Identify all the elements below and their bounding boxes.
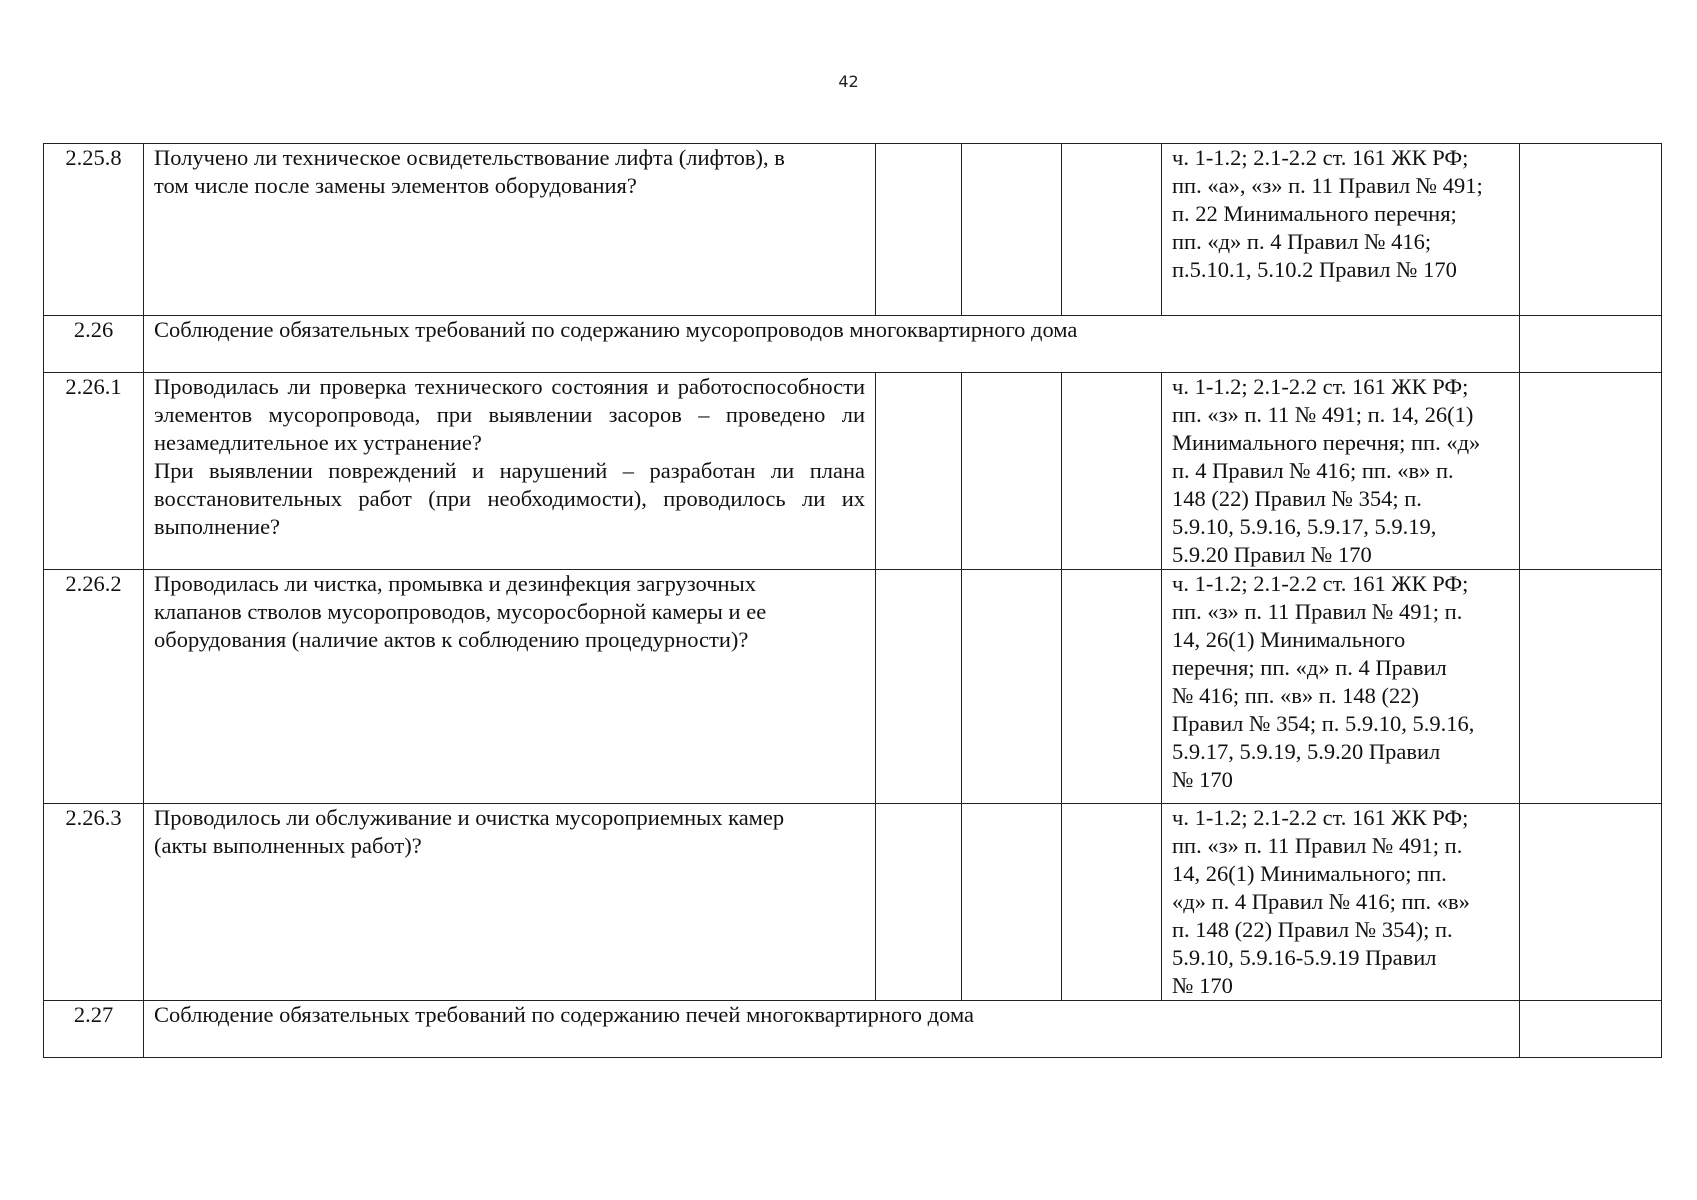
notes-cell[interactable] (1520, 144, 1662, 316)
answer-no-cell[interactable] (962, 804, 1062, 1001)
question-cell: Проводилось ли обслуживание и очистка мусороприемных камер (акты выполненных работ)? (144, 804, 876, 1001)
section-heading: Соблюдение обязательных требований по содержанию печей многоквартирного дома (144, 1001, 1520, 1058)
answer-yes-cell[interactable] (876, 373, 962, 570)
item-number: 2.26.2 (44, 570, 144, 804)
table-row (44, 804, 1662, 1001)
section-heading-row (44, 316, 1662, 373)
notes-cell[interactable] (1520, 570, 1662, 804)
answer-na-cell[interactable] (1062, 804, 1162, 1001)
item-number: 2.26.1 (44, 373, 144, 570)
legal-reference-cell: ч. 1-1.2; 2.1-2.2 ст. 161 ЖК РФ; пп. «з» п. 11 Правил № 491; п. 14, 26(1) Минимального; пп. «д» п. 4 Правил № 416; пп. «в» п. 148 (22) Правил № 354); п. 5.9.10, 5.9.16-5.9.19 Правил № 170 (1162, 804, 1520, 1001)
section-number: 2.26 (44, 316, 144, 373)
table-row (44, 144, 1662, 316)
answer-na-cell[interactable] (1062, 570, 1162, 804)
item-number: 2.26.3 (44, 804, 144, 1001)
legal-reference-cell: ч. 1-1.2; 2.1-2.2 ст. 161 ЖК РФ; пп. «з» п. 11 Правил № 491; п. 14, 26(1) Минимального перечня; пп. «д» п. 4 Правил № 416; пп. «в» п. 148 (22) Правил № 354; п. 5.9.10, 5.9.16, 5.9.17, 5.9.19, 5.9.20 Правил № 170 (1162, 570, 1520, 804)
answer-no-cell[interactable] (962, 570, 1062, 804)
item-number: 2.25.8 (44, 144, 144, 316)
table-row (44, 570, 1662, 804)
answer-yes-cell[interactable] (876, 570, 962, 804)
notes-cell[interactable] (1520, 373, 1662, 570)
notes-cell[interactable] (1520, 804, 1662, 1001)
answer-yes-cell[interactable] (876, 804, 962, 1001)
question-cell: Проводилась ли проверка технического состояния и работоспособности элементов мусоропровода, при выявлении засоров – проведено ли незамедлительное их устранение? При выявлении повреждений и нарушений – разработан ли плана восстановительных работ (при необходимости), проводилось ли их выполнение? (144, 373, 876, 570)
answer-na-cell[interactable] (1062, 373, 1162, 570)
notes-cell[interactable] (1520, 1001, 1662, 1058)
answer-na-cell[interactable] (1062, 144, 1162, 316)
section-number: 2.27 (44, 1001, 144, 1058)
legal-reference-cell: ч. 1-1.2; 2.1-2.2 ст. 161 ЖК РФ; пп. «з» п. 11 № 491; п. 14, 26(1) Минимального перечня; пп. «д» п. 4 Правил № 416; пп. «в» п. 148 (22) Правил № 354; п. 5.9.10, 5.9.16, 5.9.17, 5.9.19, 5.9.20 Правил № 170 (1162, 373, 1520, 570)
answer-no-cell[interactable] (962, 373, 1062, 570)
notes-cell[interactable] (1520, 316, 1662, 373)
answer-yes-cell[interactable] (876, 144, 962, 316)
section-heading: Соблюдение обязательных требований по содержанию мусоропроводов многоквартирного дома (144, 316, 1520, 373)
question-cell: Получено ли техническое освидетельствование лифта (лифтов), в том числе после замены элементов оборудования? (144, 144, 876, 316)
checklist-table (43, 143, 1662, 1058)
answer-no-cell[interactable] (962, 144, 1062, 316)
page-number: 42 (838, 72, 859, 91)
question-cell: Проводилась ли чистка, промывка и дезинфекция загрузочных клапанов стволов мусоропроводов, мусоросборной камеры и ее оборудования (наличие актов к соблюдению процедурности)? (144, 570, 876, 804)
legal-reference-cell: ч. 1-1.2; 2.1-2.2 ст. 161 ЖК РФ; пп. «а», «з» п. 11 Правил № 491; п. 22 Минимального перечня; пп. «д» п. 4 Правил № 416; п.5.10.1, 5.10.2 Правил № 170 (1162, 144, 1520, 316)
table-row (44, 373, 1662, 570)
section-heading-row (44, 1001, 1662, 1058)
